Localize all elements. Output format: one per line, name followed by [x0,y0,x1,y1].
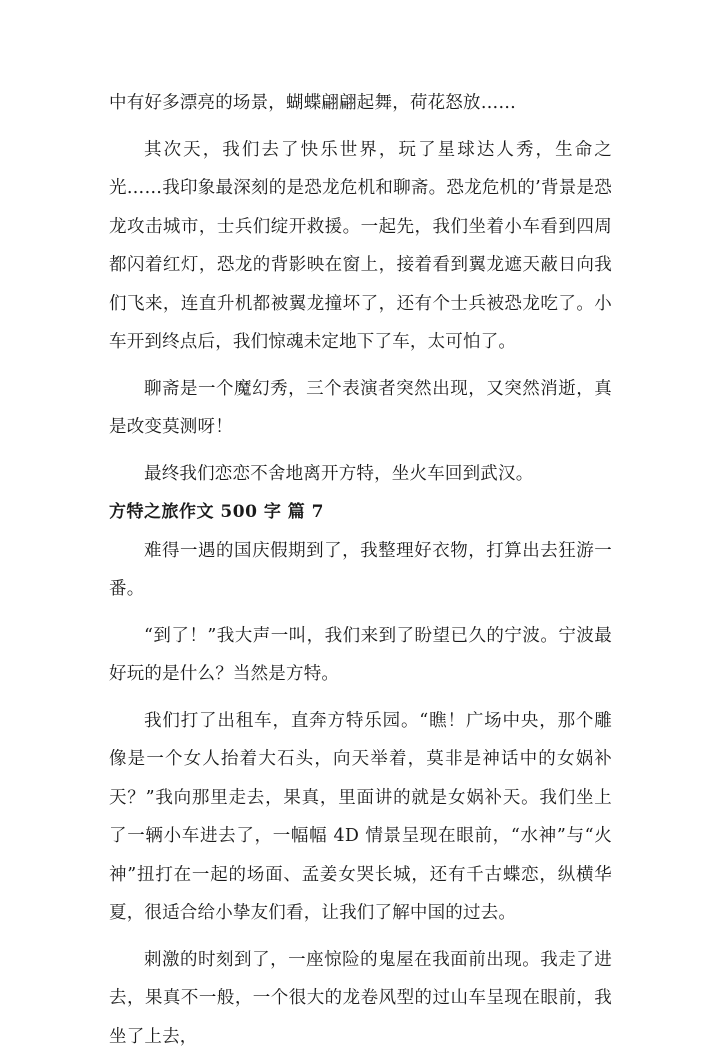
paragraph-nuwa: 我们打了出租车，直奔方特乐园。“瞧！广场中央，那个雕像是一个女人抬着大石头，向天举着，莫非是神话中的女娲补天？”我向那里走去，果真，里面讲的就是女娲补天。我们坐上了一辆小车进去了，一幅幅 4D 情景呈现在眼前，“水神”与“火神”扭打在一起的场面、孟姜女哭长城，还有千古蝶恋，纵横华夏，很适合给小挚友们看，让我们了解中国的过去。 [109,702,612,933]
paragraph-return: 最终我们恋恋不舍地离开方特，坐火车回到武汉。 [109,455,612,494]
paragraph-haunted-house: 刺激的时刻到了，一座惊险的鬼屋在我面前出现。我走了进去，果真不一般，一个很大的龙卷风型的过山车呈现在眼前，我坐了上去， [109,941,612,1056]
paragraph-liaozhai: 聊斋是一个魔幻秀，三个表演者突然出现，又突然消逝，真是改变莫测呀！ [109,370,612,447]
section-heading: 方特之旅作文 500 字 篇 7 [109,493,612,532]
paragraph-continued: 中有好多漂亮的场景，蝴蝶翩翩起舞，荷花怒放…… [109,84,612,123]
document-page [109,84,612,1056]
paragraph-arrival: “到了！”我大声一叫，我们来到了盼望已久的宁波。宁波最好玩的是什么？当然是方特。 [109,617,612,694]
paragraph-second-day: 其次天，我们去了快乐世界，玩了星球达人秀，生命之光……我印象最深刻的是恐龙危机和聊斋。恐龙危机的’背景是恐龙攻击城市，士兵们绽开救援。一起先，我们坐着小车看到四周都闪着红灯，恐龙的背影映在窗上，接着看到翼龙遮天蔽日向我们飞来，连直升机都被翼龙撞坏了，还有个士兵被恐龙吃了。小车开到终点后，我们惊魂未定地下了车，太可怕了。 [109,131,612,362]
paragraph-holiday: 难得一遇的国庆假期到了，我整理好衣物，打算出去狂游一番。 [109,532,612,609]
